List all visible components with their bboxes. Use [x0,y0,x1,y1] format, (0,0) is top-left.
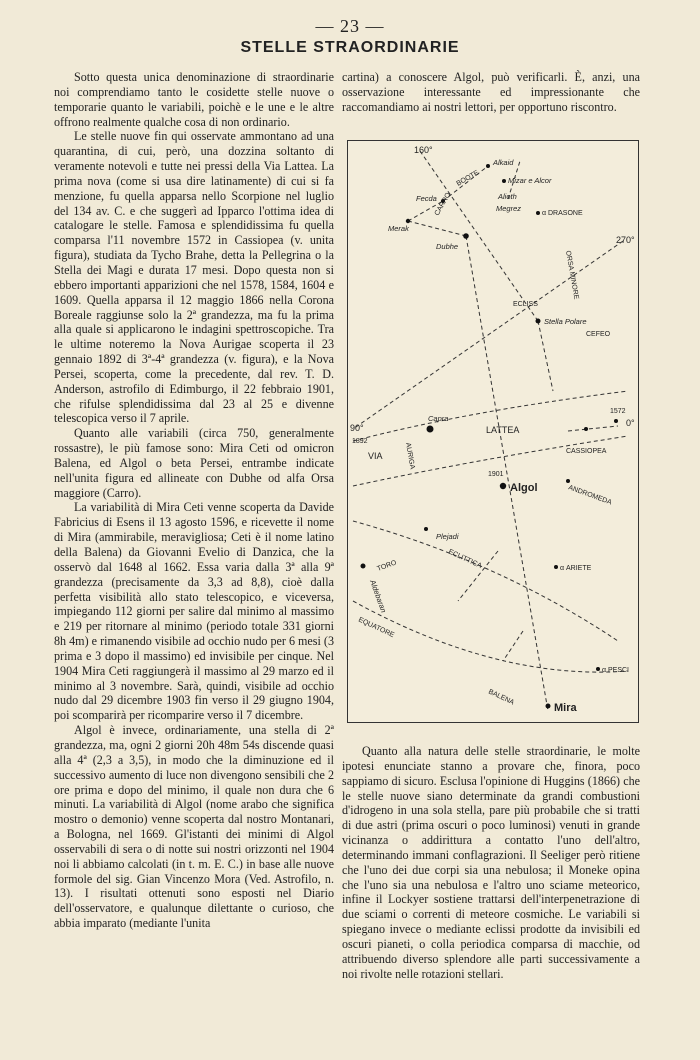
star-polare [536,319,541,324]
star-merak [406,219,410,223]
star-andromeda [566,479,570,483]
paragraph: Le stelle nuove fin qui osservate ammontano ad una quarantina, di cui, però, una dozzina soltanto di veramente notevoli e tutte nei pressi della Via Lattea. La prima nova (come si usa dire latinamente) di cui si fa menzione, fu quella apparsa nello Scorpione nel luglio del 134 av. C. e che suggerì ad Ipparco l'ottima idea di catalogare le stelle. Famosa e splendidissima fu quella comparsa l'11 novembre 1572 in Cassiopea (v. unita figura), studiata da Tycho Brahe, detta la Pellegrina o la Stella dei Magi e durata 17 mesi. Dopo questa non si ebbero importanti apparizioni che nel 1578, 1584, 1604 e 1609. Quella apparsa il 12 maggio 1866 nella Corona Boreale raggiunse solo la 2ª grandezza, ma fu la prima alla quale si applicarono le indagini spettroscopiche. Tra le ultime noteremo la Nova Aurigae scoperta il 23 gennaio 1892 di 3ª-4ª grandezza (v. figura), e la Nova Persei, scoperta, come la precedente, dal rev. T. D. Anderson, astrofilo di Edimburgo, il 22 febbraio 1901, che rifulse splendidissima dal 23 al 25 e divenne telescopica verso il 7 aprile. [54,129,334,426]
label-carro: CARRO [433,191,453,217]
label-alioth: Alioth [498,192,517,201]
paragraph: La variabilità di Mira Ceti venne scoperta da Davide Fabricius di Esens il 13 agosto 1596, e ricevette il nome di Mira (ammirabile, meravigliosa; Ceti è il nome latino della Balena) da Giovanni Evelio di Danzica, che la osservò dal 1648 al 1662. Essa varia dalla 3ª alla 9ª grandezza (precisamente da 3,3 ad 8,8), cioè dalla perfetta visibilità allo stato telescopico, e viceversa, impiegando 112 giorni per salire dal minimo al massimo e 219 per ritornare al minimo (periodo totale 331 giorni 8h 4m) e rimanendo visibile ad occhio nudo per 6 mesi (3 prima e 3 dopo il massimo) ed invisibile per cinque. Nel 1904 Mira Ceti raggiungerà il massimo al 29 marzo ed il minimo al 3 novembre. Sarà, quindi, visibile ad occhio nudo dal 29 dicembre 1903 fin verso il 29 giugno 1904, poi scomparirà per ricomparire verso il 7 dicembre. [54,500,334,723]
label-capra: Capra [428,414,449,423]
label-orsa-minore: ORSA MINORE [564,250,580,301]
milky-way-lower [353,436,628,486]
label-eclittica: ECLITTICA [447,548,483,570]
star-dubhe [463,233,469,239]
star-map [348,141,640,724]
paragraph: Quanto alle variabili (circa 750, generalmente rossastre), le più famose sono: Mira Ceti od omicron Balena, ed Algol o beta Persei, entrambe indicate nell'unita figura ed allineate con Dubhe od alfa Orsa maggiore (Carro). [54,426,334,500]
label-fecda: Fecda [416,194,437,203]
star-mizar [502,179,506,183]
label-1572: 1572 [610,408,626,415]
label-algol: Algol [510,482,538,494]
paragraph: Quanto alla natura delle stelle straordinarie, le molte ipotesi enunciate stanno a provare che, finora, poco sappiamo di sicuro. Esclusa l'opinione di Huggins (1866) che le stelle nuove siano determinate da grandi combustioni d'idrogeno in una sola stella, pare più probabile che si tratti di due astri (prima oscuri o poco luminosi) venuti in grande vicinanza o addirittura a contatto l'uno dell'altro, determinando immani conflagrazioni. Il Seeliger però ritiene che l'uno dei due corpi sia una nebulosa; il Moneke opina che l'uno sia una nebulosa e l'altro uno sciame meteorico, infine il Lockyer sostiene trattarsi dell'interpenetrazione di due sciami o correnti di meteore cosmiche. Le variabili si spiegano invece o mediante eclissi prodotte da invisibili ed oscuri pianeti, o colla periodica comparsa di macchie, od attribuendo diverso splendore alle parti successivamente a noi rivolte nelle rotazioni stellari. [342,744,640,981]
label-1901: 1901 [488,471,504,478]
star-mira [546,704,551,709]
label-mizar: Mizar e Alcor [508,176,552,185]
label-pesci: α PESCI [602,667,629,674]
label-cefeo: CEFEO [586,331,611,338]
constellation-line [568,426,618,431]
star-pesci [596,667,600,671]
star-cassiopea [584,427,588,431]
page-number: — 23 — [315,16,385,36]
label-equatore: EQUATORE [357,616,396,640]
label-mira: Mira [554,702,577,714]
label-balena: BALENA [487,688,516,707]
label-lattea: LATTEA [486,425,520,435]
star-capra [427,426,434,433]
label-160: 160° [414,145,433,155]
star-ariete [554,565,558,569]
star-pleiadi [424,527,428,531]
star-algol [500,483,506,489]
constellation-line [408,221,466,236]
label-boote: BOOTE [455,169,481,188]
label-270: 270° [616,235,635,245]
label-alkaid: Alkaid [493,158,514,167]
left-column [54,70,334,931]
paragraph: cartina) a conoscere Algol, può verificarli. È, anzi, una osservazione interessante ed impressionante che raccomandiamo ai nostri lettori, per opportuno riscontro. [342,70,640,114]
label-ariete: α ARIETE [560,565,592,572]
label-toro: TORO [376,559,398,573]
right-column-top [342,70,640,115]
label-auriga: AURIGA [404,442,416,470]
label-andromeda: ANDROMEDA [567,484,613,507]
label-polare: Stella Polare [544,317,587,326]
paragraph: Algol è invece, ordinariamente, una stella di 2ª grandezza, ma, ogni 2 giorni 20h 48m 54s discende quasi alla 4ª (2,3 a 3,5), in modo che la diminuzione ed il successivo aumento di luce non divengono sensibili che 2 ore prima e dopo del minimo, il quale non dura che 6 minuti. La variabilità di Algol (nome arabo che significa mostro o demonio) venne scoperta dal nostro Montanari, a Bologna, nel 1669. Gl'istanti dei minimi di Algol osservabili di sera o di notte sui nostri orizzonti nel 1904 noi li abbiamo calcolati (in t. m. E. C.) in base alle nuove formole del sig. Gian Vincenzo Mora (Ved. Astrofilo, n. 13). I risultati ottenuti sono esposti nel Diario dell'osservatore, e qualunque dilettante o curioso, che abbia imparato (mediante l'unita [54,723,334,931]
star-map-figure [347,140,639,723]
label-eclisse: ECLISS [513,301,538,308]
page-title: STELLE STRAORDINARIE [240,39,460,56]
star-drasone [536,211,540,215]
constellation-line [503,631,523,661]
paragraph: Sotto questa unica denominazione di straordinarie noi comprendiamo tanto le cosidette stelle nuove o temporarie quanto le variabili, poichè e le une e le altre offrono realmente qualche cosa di non ordinario. [54,70,334,129]
star-1572 [614,419,618,423]
star-alkaid [486,164,490,168]
label-dubhe: Dubhe [436,242,459,251]
ecliptic-line [353,521,618,641]
right-column-bottom [342,744,640,982]
label-pleiadi: Plejadi [436,532,459,541]
meridian-line [353,241,623,429]
label-merak: Merak [388,224,409,233]
label-cassiopea: CASSIOPEA [566,448,607,455]
label-90: 90° [350,423,364,433]
meridian-line [538,321,553,391]
label-megrez: Megrez [496,204,522,213]
label-0: 0° [626,418,635,428]
label-drasone: α DRASONE [542,210,583,217]
label-1892: 1892 [352,438,368,445]
equator-line [353,601,628,672]
label-aldebaran: Aldebaran [368,578,389,614]
star-aldebaran [361,564,366,569]
label-via: VIA [368,451,383,461]
